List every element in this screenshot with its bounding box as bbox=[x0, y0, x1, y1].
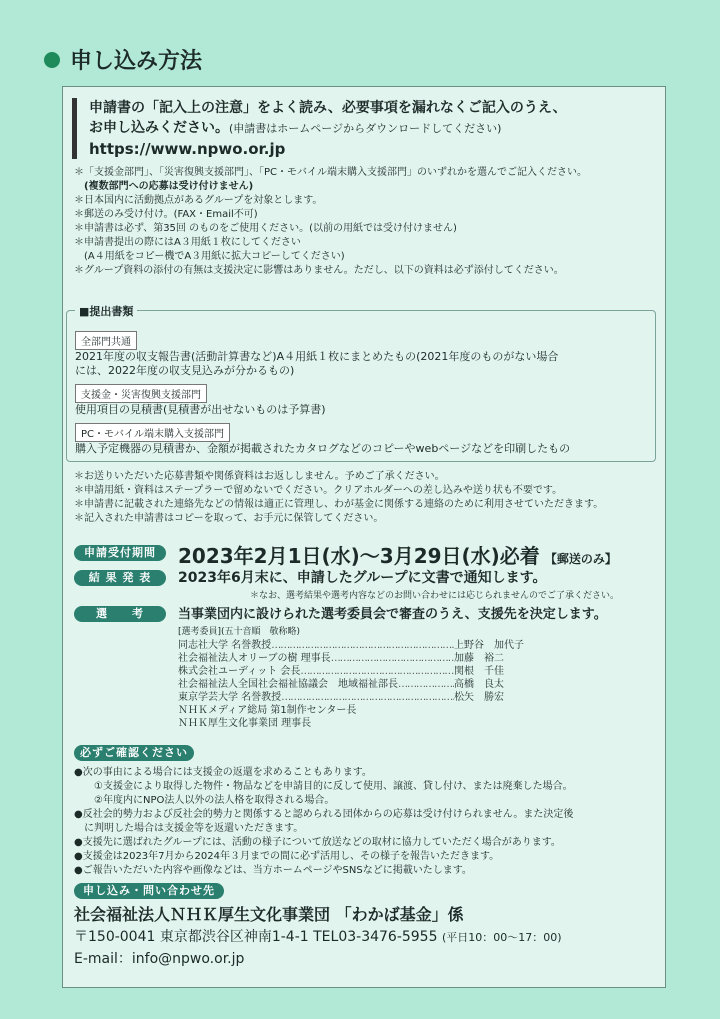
check-list bbox=[74, 766, 573, 878]
committee-list bbox=[178, 626, 538, 730]
period-row bbox=[178, 540, 617, 569]
website-link[interactable]: https://www.npwo.or.jp bbox=[89, 140, 286, 158]
doc-tag: 支援金・災害復興支援部門 bbox=[75, 384, 207, 403]
contact-label: 申し込み・問い合わせ先 bbox=[74, 883, 224, 899]
selection-label: 選 考 bbox=[74, 606, 166, 622]
result-label: 結 果 発 表 bbox=[74, 570, 166, 586]
committee-member: 社会福祉法人オリーブの樹 理事長 …………………………………………………………………… 加藤 裕二 bbox=[178, 652, 538, 665]
documents-box bbox=[66, 305, 656, 462]
check-item: に判明した場合は支援金等を返還いただきます。 bbox=[74, 823, 304, 834]
notes2-list bbox=[74, 470, 603, 526]
note-item: (複数部門への応募は受け付けません) bbox=[74, 181, 254, 192]
doc-tag: PC・モバイル端末購入支援部門 bbox=[75, 423, 230, 442]
note-item: ＊お送りいただいた応募書類や関係資料はお返ししません。予めご了承ください。 bbox=[74, 471, 445, 482]
note-item: ＊申請書提出の際にはA３用紙１枚にしてください bbox=[74, 237, 301, 248]
contact-address-row bbox=[74, 926, 562, 946]
lead-block bbox=[72, 98, 567, 159]
committee-member: 社会福祉法人全国社会福祉協議会 地域福祉部長 …………………………………………………………………… 高橋 良太 bbox=[178, 678, 538, 691]
contact-address: 〒150-0041 東京都渋谷区神南1-4-1 TEL03-3476-5955 bbox=[74, 929, 438, 945]
result-note: ＊なお、選考結果や選考内容などのお問い合わせには応じられませんのでご了承ください。 bbox=[250, 591, 620, 601]
check-item: ②年度内にNPO法人以外の法人格を取得される場合。 bbox=[74, 795, 335, 806]
post-only: 【郵送のみ】 bbox=[544, 552, 617, 566]
doc-text: 購入予定機器の見積書か、金額が掲載されたカタログなどのコピーやwebページなどを印刷したもの bbox=[75, 442, 571, 455]
contact-email[interactable]: E-mail：info@npwo.or.jp bbox=[74, 951, 245, 967]
check-item: ●支援金は2023年7月から2024年３月までの間に必ず活用し、その様子を報告いただきます。 bbox=[74, 851, 500, 862]
note-item: ＊申請書に記載された連絡先などの情報は適正に管理し、わが基金に関係する連絡のために利用させていただきます。 bbox=[74, 499, 604, 510]
heading-text: 申し込み方法 bbox=[70, 49, 203, 74]
selection-row bbox=[178, 603, 607, 622]
check-item: ●ご報告いただいた内容や画像などは、当方ホームページやSNSなどに掲載いたします。 bbox=[74, 865, 472, 876]
check-item: ●支援先に選ばれたグループには、活動の様子について放送などの取材に協力していただく場合があります。 bbox=[74, 837, 561, 848]
check-item: ●反社会的勢力および反社会的勢力と関係すると認められる団体からの応募は受け付けられません。また決定後 bbox=[74, 809, 574, 820]
documents-title: ■提出書類 bbox=[75, 303, 137, 319]
doc-text: には、2022年度の収支見込みが分かるもの) bbox=[75, 364, 295, 377]
period-text: 2023年2月1日(水)〜3月29日(水)必着 bbox=[178, 544, 540, 568]
committee-extra: ＮＨＫ厚生文化事業団 理事長 bbox=[178, 718, 312, 729]
note-item: ＊郵送のみ受け付け。(FAX・Email不可) bbox=[74, 209, 258, 220]
doc-text: 2021年度の収支報告書(活動計算書など)A４用紙１枚にまとめたもの(2021年度のものがない場合 bbox=[75, 350, 559, 363]
note-item: ＊日本国内に活動拠点があるグループを対象とします。 bbox=[74, 195, 323, 206]
note-item: (A４用紙をコピー機でA３用紙に拡大コピーしてください) bbox=[74, 251, 345, 262]
lead-line2: お申し込みください。 bbox=[89, 120, 229, 136]
contact-org: 社会福祉法人ＮＨＫ厚生文化事業団 「わかば基金」係 bbox=[74, 905, 464, 924]
note-item: ＊申請用紙・資料はステープラーで留めないでください。クリアホルダーへの差し込みや送り状も不要です。 bbox=[74, 485, 563, 496]
note-item: ＊グループ資料の添付の有無は支援決定に影響はありません。ただし、以下の資料は必ず添付してください。 bbox=[74, 265, 564, 276]
contact-hours: (平日10：00〜17：00) bbox=[441, 931, 562, 944]
lead-note: (申請書はホームページからダウンロードしてください) bbox=[229, 122, 502, 135]
committee-member: 株式会社ユーディット 会長 …………………………………………………………………… 関根 千佳 bbox=[178, 665, 538, 678]
note-item: ＊記入された申請書はコピーを取って、お手元に保管してください。 bbox=[74, 513, 384, 524]
notes-list bbox=[74, 166, 587, 278]
bullet-icon bbox=[44, 52, 60, 68]
period-label: 申請受付期間 bbox=[74, 545, 166, 561]
check-label: 必ずご確認ください bbox=[74, 745, 194, 761]
lead-line1: 申請書の「記入上の注意」をよく読み、必要事項を漏れなくご記入のうえ、 bbox=[89, 100, 567, 116]
check-item: ●次の事由による場合には支援金の返還を求めることもあります。 bbox=[74, 767, 372, 778]
note-item: ＊「支援金部門」、「災害復興支援部門」、「PC・モバイル端末購入支援部門」のいずれかを選んでご記入ください。 bbox=[74, 167, 588, 178]
selection-text: 当事業団内に設けられた選考委員会で審査のうえ、支援先を決定します。 bbox=[178, 607, 607, 622]
doc-tag: 全部門共通 bbox=[75, 331, 137, 350]
note-item: ＊申請書は必ず、第35回 のものをご使用ください。(以前の用紙では受け付けません) bbox=[74, 223, 457, 234]
committee-member: 東京学芸大学 名誉教授 …………………………………………………………………… 松矢 勝宏 bbox=[178, 691, 538, 704]
doc-text: 使用項目の見積書(見積書が出せないものは予算書) bbox=[75, 403, 326, 416]
committee-title: [選考委員](五十音順 敬称略) bbox=[178, 627, 301, 637]
page-heading bbox=[44, 44, 202, 75]
check-item: ①支援金により取得した物件・物品などを申請目的に反して使用、譲渡、貸し付け、または廃棄した場合。 bbox=[74, 781, 573, 792]
committee-extra: ＮＨＫメディア総局 第1制作センター長 bbox=[178, 705, 357, 716]
result-text: 2023年6月末に、申請したグループに文書で通知します。 bbox=[178, 570, 547, 586]
result-row bbox=[178, 567, 546, 587]
committee-member: 同志社大学 名誉教授 …………………………………………………………………… 上野谷 加代子 bbox=[178, 639, 538, 652]
